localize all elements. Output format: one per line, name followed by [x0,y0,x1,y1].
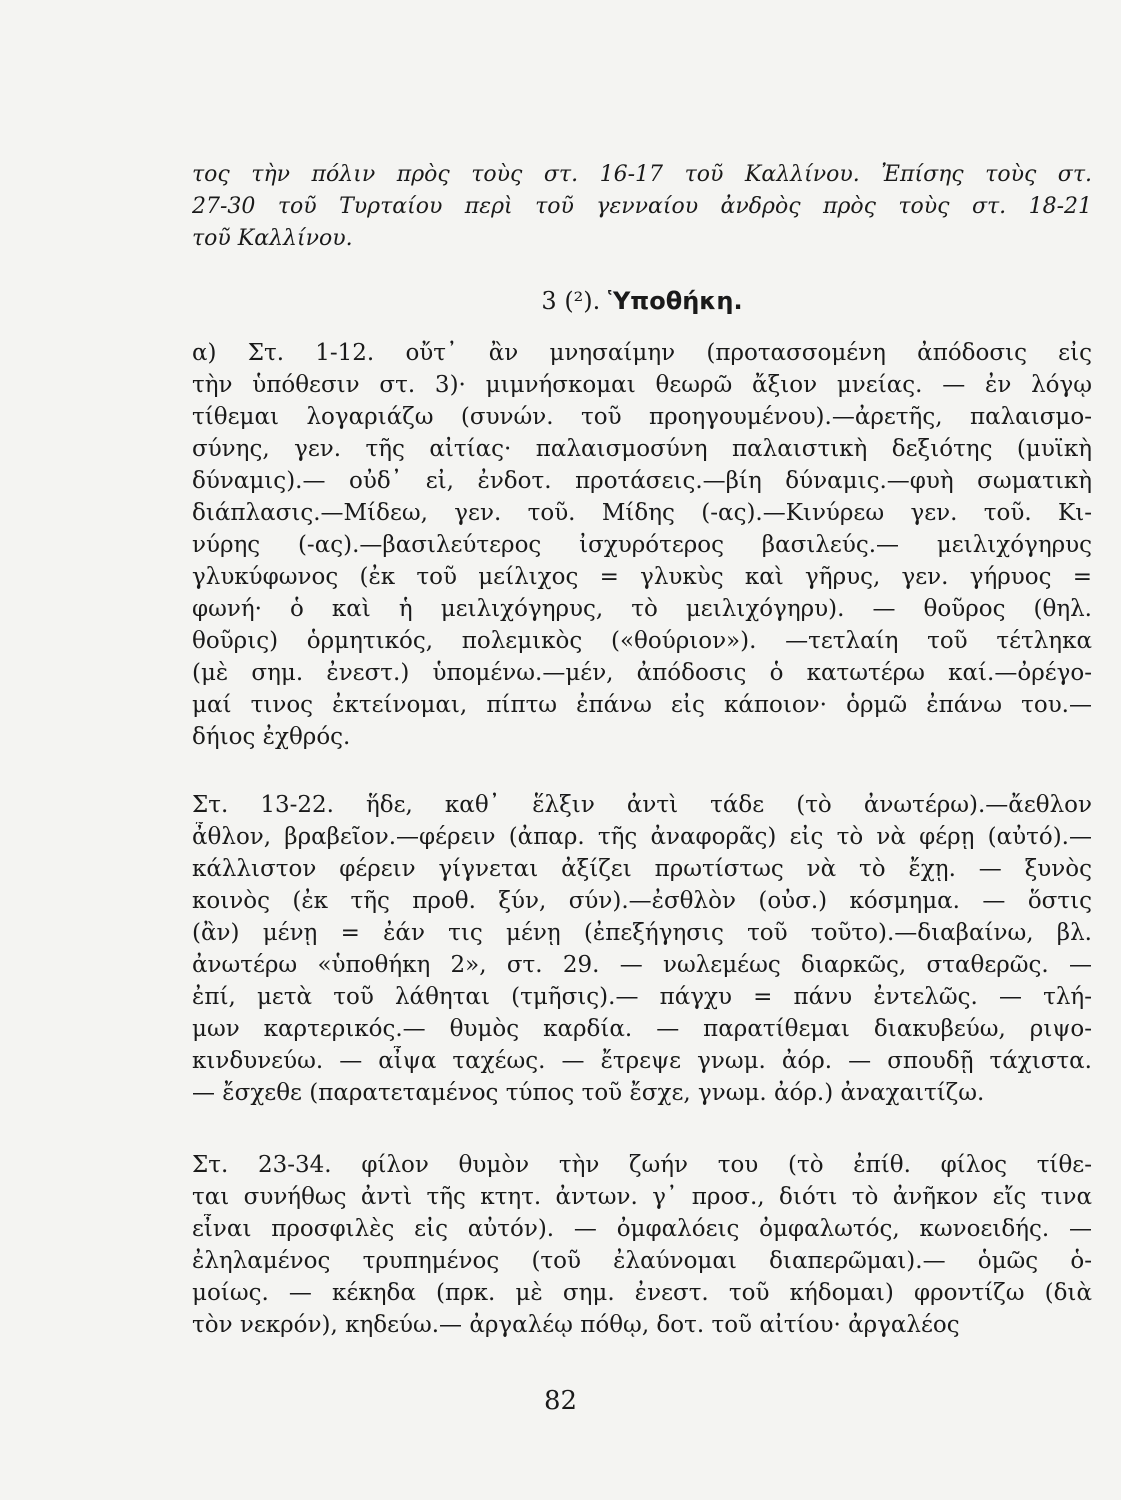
text-line: θοῦρις) ὁρμητικός, πολεμικὸς («θούριον»). —τετλαίη τοῦ τέτληκα [192,628,1092,654]
text-line: ἐπί, μετὰ τοῦ λάθηται (τμῆσις).— πάγχυ = πάνυ ἐντελῶς. — τλή- [192,984,1092,1010]
text-line: (μὲ σημ. ἐνεστ.) ὑπομένω.—μέν, ἀπόδοσις ὁ κατωτέρω καί.—ὀρέγο- [192,660,1092,686]
text-line: ἀνωτέρω «ὑποθήκη 2», στ. 29. — νωλεμέως διαρκῶς, σταθερῶς. — [192,952,1092,978]
text-line: τὸν νεκρόν), κηδεύω.— ἀργαλέῳ πόθῳ, δοτ. τοῦ αἰτίου· ἀργαλέος [192,1312,960,1338]
section-c-paragraph [192,1150,1092,1350]
text-line: διάπλασις.—Μίδεω, γεν. τοῦ. Μίδης (-ας).—Κινύρεω γεν. τοῦ. Κι- [192,500,1092,526]
text-line: Στ. 23-34. φίλον θυμὸν τὴν ζωήν του (τὸ ἐπίθ. φίλος τίθε- [192,1152,1092,1178]
text-line: 27-30 τοῦ Τυρταίου περὶ τοῦ γενναίου ἀνδρὸς πρὸς τοὺς στ. 18-21 [192,194,1092,219]
text-line: Στ. 13-22. ἥδε, καθ᾽ ἕλξιν ἀντὶ τάδε (τὸ ἀνωτέρω).—ἄεθλον [192,792,1092,818]
heading-title: Ὑποθήκη. [607,287,743,315]
text-line: κοινὸς (ἐκ τῆς προθ. ξύν, σύν).—ἐσθλὸν (οὐσ.) κόσμημα. — ὅστις [192,888,1092,914]
section-b-paragraph [192,790,1092,1120]
text-line: ἐληλαμένος τρυπημένος (τοῦ ἐλαύνομαι διαπερῶμαι).— ὁμῶς ὁ- [192,1248,1092,1274]
text-line: τος τὴν πόλιν πρὸς τοὺς στ. 16-17 τοῦ Καλλίνου. Ἐπίσης τοὺς στ. [192,162,1092,187]
text-line: δύναμις).— οὐδ᾽ εἰ, ἐνδοτ. προτάσεις.—βίη δύναμις.—φυὴ σωματικὴ [192,468,1092,494]
text-line: κινδυνεύω. — αἶψα ταχέως. — ἔτρεψε γνωμ. ἀόρ. — σπουδῇ τάχιστα. [192,1048,1092,1074]
text-line: δήιος ἐχθρός. [192,724,351,750]
page-number: 82 [543,1386,578,1416]
intro-paragraph [192,160,1092,256]
text-line: ἆθλον, βραβεῖον.—φέρειν (ἀπαρ. τῆς ἀναφορᾶς) εἰς τὸ νὰ φέρῃ (αὐτό).— [192,824,1092,850]
text-line: α) Στ. 1-12. οὔτ᾽ ἂν μνησαίμην (προτασσομένη ἀπόδοσις εἰς [192,340,1092,366]
section-heading [192,286,1092,320]
text-line: γλυκύφωνος (ἐκ τοῦ μείλιχος = γλυκὺς καὶ γῆρυς, γεν. γήρυος = [192,564,1092,590]
text-line: — ἔσχεθε (παρατεταμένος τύπος τοῦ ἔσχε, γνωμ. ἀόρ.) ἀναχαιτίζω. [192,1080,985,1106]
text-line: τὴν ὑπόθεσιν στ. 3)· μιμνήσκομαι θεωρῶ ἄξιον μνείας. — ἐν λόγῳ [192,372,1092,398]
text-line: φωνή· ὁ καὶ ἡ μειλιχόγηρυς, τὸ μειλιχόγηρυ). — θοῦρος (θηλ. [192,596,1092,622]
text-line: μαί τινος ἐκτείνομαι, πίπτω ἐπάνω εἰς κάποιον· ὁρμῶ ἐπάνω του.— [192,692,1092,718]
text-line: μοίως. — κέκηδα (πρκ. μὲ σημ. ἐνεστ. τοῦ κήδομαι) φροντίζω (διὰ [192,1280,1092,1306]
text-line: μων καρτερικός.— θυμὸς καρδία. — παρατίθεμαι διακυβεύω, ριψο- [192,1016,1092,1042]
text-line: τίθεμαι λογαριάζω (συνών. τοῦ προηγουμένου).—ἀρετῆς, παλαισμο- [192,404,1092,430]
heading-number: 3 (²). [541,287,601,315]
text-line: κάλλιστον φέρειν γίγνεται ἀξίζει πρωτίστως νὰ τὸ ἔχῃ. — ξυνὸς [192,856,1092,882]
text-line: νύρης (-ας).—βασιλεύτερος ἰσχυρότερος βασιλεύς.— μειλιχόγηρυς [192,532,1092,558]
text-line: (ἂν) μένῃ = ἐάν τις μένῃ (ἐπεξήγησις τοῦ τοῦτο).—διαβαίνω, βλ. [192,920,1092,946]
text-line: εἶναι προσφιλὲς εἰς αὐτόν). — ὀμφαλόεις ὀμφαλωτός, κωνοειδής. — [192,1216,1092,1242]
text-line: ται συνήθως ἀντὶ τῆς κτητ. ἀντων. γ᾽ προσ., διότι τὸ ἀνῆκον εἴς τινα [192,1184,1092,1210]
text-line: σύνης, γεν. τῆς αἰτίας· παλαισμοσύνη παλαιστικὴ δεξιότης (μυϊκὴ [192,436,1092,462]
text-line: τοῦ Καλλίνου. [192,226,353,251]
section-a-paragraph [192,338,1092,758]
